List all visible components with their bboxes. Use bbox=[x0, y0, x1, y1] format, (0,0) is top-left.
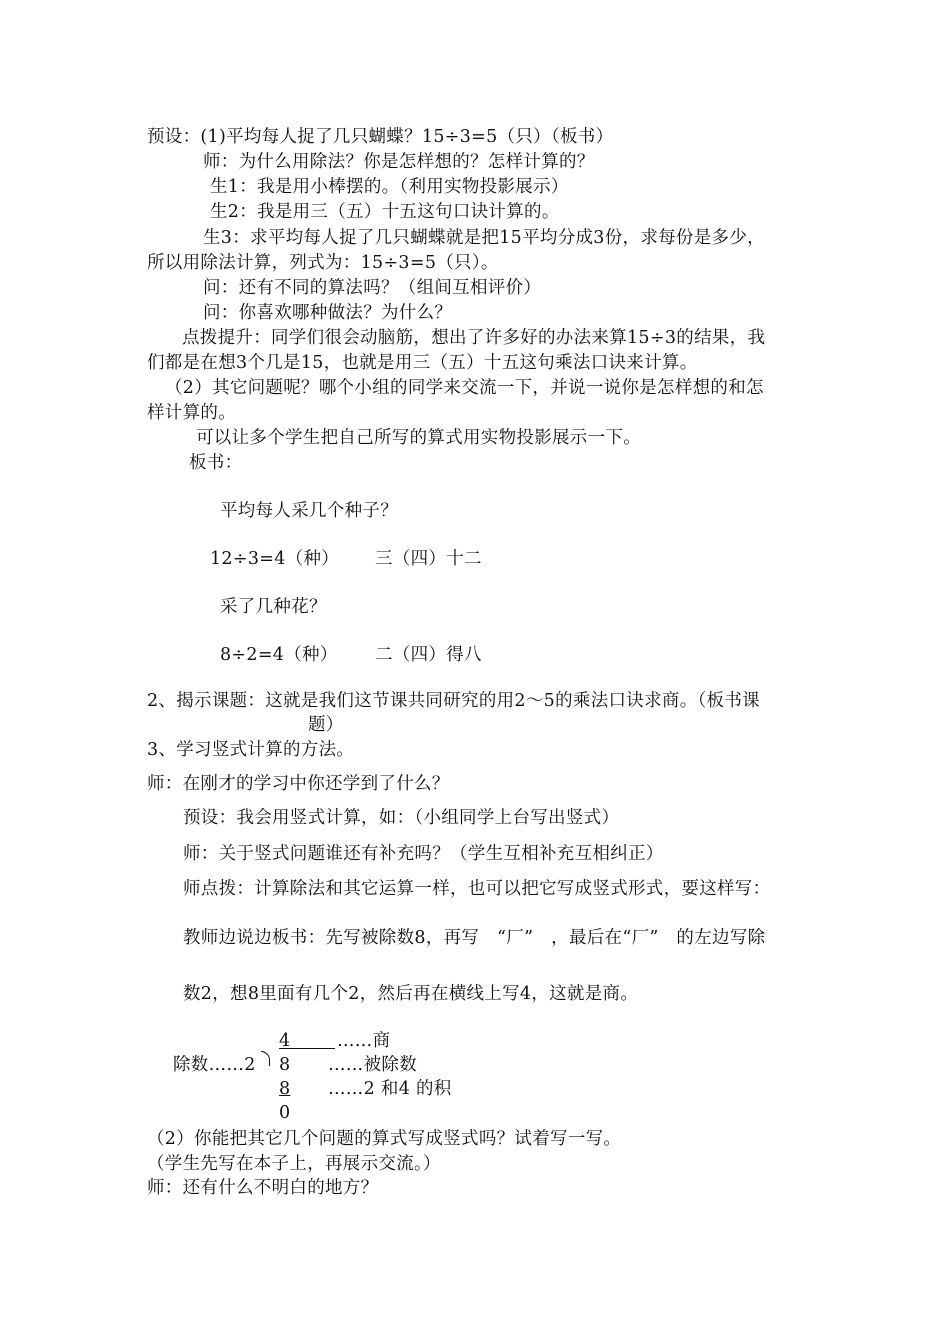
dividend: 8 bbox=[279, 1055, 291, 1075]
text-line: （2）你能把其它几个问题的算式写成竖式吗？试着写一写。 bbox=[147, 1129, 622, 1149]
product: 8 bbox=[279, 1079, 291, 1099]
text-line: 可以让多个学生把自己所写的算式用实物投影展示一下。 bbox=[196, 428, 641, 448]
board-mnemonic: 三（四）十二 bbox=[375, 549, 482, 569]
board-mnemonic: 二（四）得八 bbox=[375, 645, 482, 665]
board-equation: 8÷2=4（种） bbox=[220, 645, 338, 665]
text-line: 样计算的。 bbox=[147, 403, 236, 423]
text-line: 点拨提升：同学们很会动脑筋，想出了许多好的办法来算15÷3的结果，我 bbox=[182, 328, 766, 348]
text-line: 数2，想8里面有几个2，然后再在横线上写4，这就是商。 bbox=[183, 984, 639, 1004]
text-line: 师：还有什么不明白的地方？ bbox=[147, 1178, 379, 1198]
text-line: 教师边说边板书：先写被除数8，再写 “厂” ，最后在“厂” 的左边写除 bbox=[183, 928, 766, 948]
text-line: 生2：我是用三（五）十五这句口诀计算的。 bbox=[210, 202, 560, 222]
text-line: （学生先写在本子上，再展示交流。） bbox=[147, 1154, 441, 1174]
divisor-label: 除数……2 bbox=[173, 1055, 256, 1075]
text-line: 师点拨：计算除法和其它运算一样，也可以把它写成竖式形式，要这样写： bbox=[183, 879, 771, 899]
division-bracket bbox=[261, 1051, 270, 1066]
text-line: 们都是在想3个几是15，也就是用三（五）十五这句乘法口诀来计算。 bbox=[147, 353, 698, 373]
text-line: 生1：我是用小棒摆的。（利用实物投影展示） bbox=[210, 177, 569, 197]
quotient-rule bbox=[279, 1048, 335, 1049]
text-line: 3、学习竖式计算的方法。 bbox=[147, 740, 355, 760]
text-line: 师：为什么用除法？你是怎样想的？怎样计算的？ bbox=[203, 152, 595, 172]
text-line: 生3：求平均每人捉了几只蝴蝶就是把15平均分成3份，求每份是多少， bbox=[203, 228, 765, 248]
text-line: 所以用除法计算，列式为：15÷3=5（只）。 bbox=[147, 253, 499, 273]
quotient: 4 bbox=[279, 1031, 291, 1051]
quotient-label: ……商 bbox=[337, 1031, 391, 1051]
remainder: 0 bbox=[279, 1103, 291, 1123]
text-line: 2、揭示课题：这就是我们这节课共同研究的用2～5的乘法口诀求商。（板书课 bbox=[147, 691, 760, 711]
text-line: 问：还有不同的算法吗？（组间互相评价） bbox=[203, 278, 542, 298]
text-line: （2）其它问题呢？哪个小组的同学来交流一下，并说一说你是怎样想的和怎 bbox=[165, 378, 764, 398]
text-line: 师：在刚才的学习中你还学到了什么？ bbox=[147, 774, 450, 794]
text-line: 题） bbox=[308, 715, 344, 735]
dividend-label: ……被除数 bbox=[328, 1055, 417, 1075]
text-line: 预设：我会用竖式计算，如：（小组同学上台写出竖式） bbox=[183, 808, 620, 828]
board-line: 平均每人采几个种子？ bbox=[220, 501, 398, 521]
text-line: 问：你喜欢哪种做法？为什么？ bbox=[203, 303, 453, 323]
board-line: 采了几种花？ bbox=[220, 597, 327, 617]
board-equation: 12÷3=4（种） bbox=[210, 549, 340, 569]
product-label: ……2 和4 的积 bbox=[328, 1079, 452, 1099]
text-line: 板书： bbox=[189, 453, 243, 473]
text-line: 师：关于竖式问题谁还有补充吗？（学生互相补充互相纠正） bbox=[183, 844, 664, 864]
text-line: 预设：(1)平均每人捉了几只蝴蝶？15÷3=5（只）（板书） bbox=[147, 127, 614, 147]
